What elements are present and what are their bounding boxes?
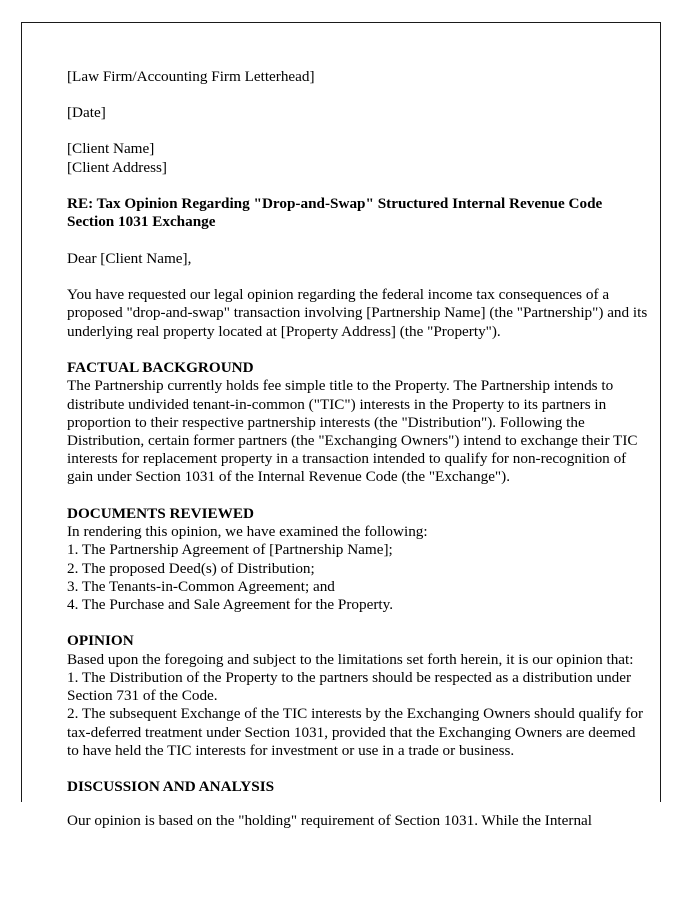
section-heading-opinion: OPINION (67, 632, 134, 650)
section-heading-discussion-and-analysis: DISCUSSION AND ANALYSIS (67, 778, 275, 796)
client-address-line: [Client Address] (67, 158, 167, 176)
section-heading-factual-background: FACTUAL BACKGROUND (67, 358, 254, 376)
spacer (67, 341, 649, 359)
section-body-discussion-and-analysis: Our opinion is based on the "holding" requirement of Section 1031. While the Internal (67, 811, 593, 829)
documents-reviewed-list (67, 541, 649, 614)
spacer (67, 122, 649, 140)
client-name-line: [Client Name] (67, 140, 155, 158)
list-item: 2. The subsequent Exchange of the TIC interests by the Exchanging Owners should qualify for tax-deferred treatment under Section 1031, provided that the Exchanging Owners are deemed to have held the TIC interests for investment or use in a trade or business. (67, 705, 644, 759)
list-item: 4. The Purchase and Sale Agreement for the Property. (67, 596, 394, 614)
salutation: Dear [Client Name], (67, 250, 192, 267)
document-page-frame (21, 22, 661, 829)
intro-paragraph: You have requested our legal opinion regarding the federal income tax consequences of a proposed "drop-and-swap" transaction involving [Partnership Name] (the "Partnership") and its underlying real property located at [Property Address] (the "Property"). (67, 286, 648, 340)
list-item: 1. The Partnership Agreement of [Partnership Name]; (67, 541, 393, 559)
documents-reviewed-lead-in: In rendering this opinion, we have examined the following: (67, 523, 428, 541)
spacer (67, 760, 649, 778)
letterhead-placeholder: [Law Firm/Accounting Firm Letterhead] (67, 68, 315, 85)
list-item: 3. The Tenants-in-Common Agreement; and (67, 577, 335, 595)
spacer (67, 232, 649, 250)
opinion-lead-in: Based upon the foregoing and subject to the limitations set forth herein, it is our opinion that: (67, 650, 634, 668)
section-heading-documents-reviewed: DOCUMENTS REVIEWED (67, 504, 254, 522)
list-item: 1. The Distribution of the Property to the partners should be respected as a distribution under Section 731 of the Code. (67, 669, 632, 705)
spacer (67, 86, 649, 104)
section-body-factual-background: The Partnership currently holds fee simple title to the Property. The Partnership intends to distribute undivided tenant-in-common ("TIC") interests in the Property to its partners in proportion to their respective partnership interests (the "Distribution"). Following the Distribution, certain former partners (the "Exchanging Owners") intend to exchange their TIC interests for replacement property in a transaction intended to qualify for non-recognition of gain under Section 1031 of the Internal Revenue Code (the "Exchange"). (67, 377, 638, 486)
re-subject-line: RE: Tax Opinion Regarding "Drop-and-Swap" Structured Internal Revenue Code Section 1031 Exchange (67, 194, 603, 231)
list-item: 2. The proposed Deed(s) of Distribution; (67, 559, 315, 577)
date-placeholder: [Date] (67, 104, 106, 122)
spacer (67, 268, 649, 286)
spacer (67, 177, 649, 195)
spacer (67, 614, 649, 632)
opinion-list (67, 669, 649, 760)
document-content (67, 68, 649, 845)
spacer (67, 487, 649, 505)
